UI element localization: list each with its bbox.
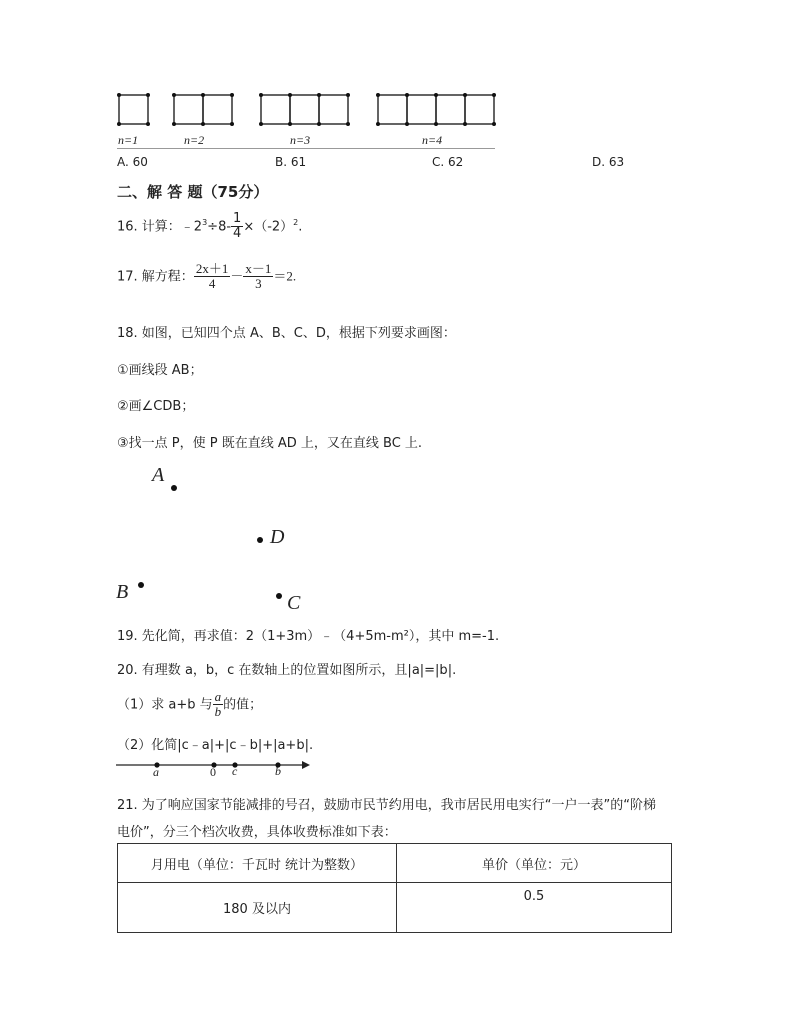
q17-fraction-1 [194, 262, 231, 292]
figure-label-n4: n=4 [422, 133, 443, 147]
table-cell-price: 0.5 [397, 883, 672, 933]
q17-minus: － [230, 268, 244, 284]
figure-baseline [117, 148, 495, 149]
figure-label-n2: n=2 [184, 133, 205, 147]
question-18-step1: ①画线段 AB； [117, 363, 203, 378]
question-19: 19. 先化简，再求值：2（1+3m）﹣（4+5m-m²），其中 m=-1. [117, 629, 500, 644]
q16-fraction [231, 212, 243, 242]
question-20-part2: （2）化简|c﹣a|+|c﹣b|+|a+b|. [117, 738, 314, 753]
option-c: C. 62 [432, 155, 464, 169]
q17-rhs: ＝2. [273, 268, 297, 284]
table-header-price: 单价（单位：元） [397, 844, 672, 883]
table-header-row [118, 844, 672, 883]
point-label-a: A [152, 464, 165, 486]
q16-mid: ÷8- [207, 219, 232, 235]
numberline-label-b: b [275, 764, 281, 778]
q20-frac-den: b [214, 704, 222, 720]
q17-f1-den: 4 [208, 276, 216, 292]
option-d: D. 63 [592, 155, 625, 169]
q17-f2-den: 3 [255, 276, 262, 292]
matchstick-figures [110, 88, 510, 128]
point-label-b: B [116, 581, 129, 603]
q20-p1-suffix: 的值； [223, 697, 263, 713]
q16-frac-den: 4 [233, 226, 242, 242]
point-d-dot [257, 537, 263, 543]
table-cell-usage: 180 及以内 [118, 883, 397, 933]
question-16 [117, 212, 302, 242]
q16-frac-num: 1 [233, 211, 242, 226]
figure-label-n3: n=3 [290, 133, 311, 147]
point-a-dot [171, 485, 177, 491]
q16-end: . [298, 219, 303, 235]
q16-exp1: 3 [202, 217, 208, 227]
numberline-label-zero: 0 [210, 765, 216, 779]
option-b: B. 61 [275, 155, 307, 169]
fee-table [117, 843, 672, 933]
point-label-c: C [287, 592, 301, 614]
option-a: A. 60 [117, 155, 148, 169]
question-18-step3: ③找一点 P，使 P 既在直线 AD 上，又在直线 BC 上. [117, 436, 423, 451]
q20-p1-prefix: （1）求 a+b 与 [117, 697, 213, 713]
q20-fraction [213, 690, 224, 720]
figure-label-n1: n=1 [118, 133, 139, 147]
q20-frac-num: a [214, 689, 222, 704]
section-heading: 二、解 答 题（75分） [117, 183, 269, 201]
point-b-dot [138, 582, 144, 588]
point-c-dot [276, 593, 282, 599]
question-20-stem: 20. 有理数 a，b，c 在数轴上的位置如图所示，且|a|=|b|. [117, 663, 457, 678]
question-18-stem: 18. 如图，已知四个点 A、B、C、D，根据下列要求画图： [117, 326, 456, 341]
question-17 [117, 262, 296, 292]
q16-prefix: 16. 计算：﹣2 [117, 219, 203, 235]
q17-prefix: 17. 解方程： [117, 269, 194, 285]
question-21-line1: 21. 为了响应国家节能减排的号召，鼓励市民节约用电，我市居民用电实行“一户一表”的“阶梯 [117, 798, 657, 813]
table-header-usage: 月用电（单位：千瓦时 统计为整数） [118, 844, 397, 883]
point-label-d: D [270, 526, 285, 548]
q16-suffix: ×（-2） [243, 219, 294, 235]
table-row [118, 883, 672, 933]
question-21-line2: 电价”，分三个档次收费，具体收费标准如下表： [117, 825, 397, 840]
question-20-part1 [117, 690, 262, 720]
q17-f2-num: x－1 [245, 261, 272, 276]
q16-exp2: 2 [293, 217, 299, 227]
numberline-label-a: a [153, 765, 159, 779]
q17-fraction-2 [243, 262, 273, 292]
q17-f1-num: 2x＋1 [195, 261, 229, 276]
question-18-step2: ②画∠CDB； [117, 399, 195, 414]
numberline-label-c: c [232, 764, 238, 778]
figure-n1 [119, 95, 148, 124]
